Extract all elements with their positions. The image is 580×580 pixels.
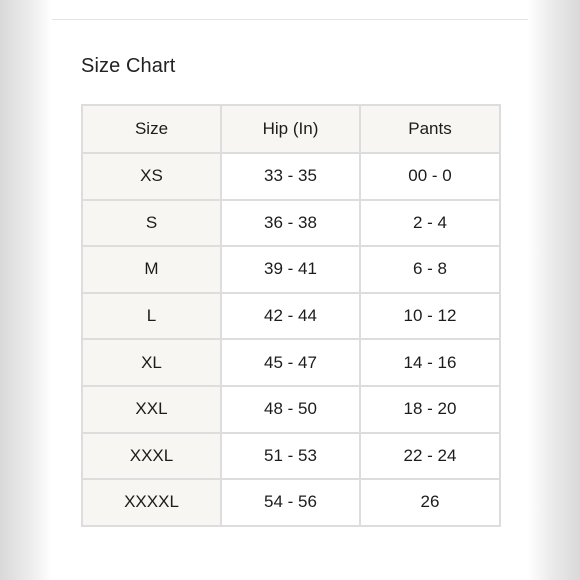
table-row	[82, 246, 500, 293]
column-header-size: Size	[82, 105, 221, 153]
size-cell: S	[82, 200, 221, 247]
pants-cell: 10 - 12	[360, 293, 500, 340]
size-cell: XL	[82, 339, 221, 386]
table-row	[82, 293, 500, 340]
page-title: Size Chart	[81, 55, 176, 77]
table-row	[82, 433, 500, 480]
size-cell: XXXXL	[82, 479, 221, 526]
table-row	[82, 386, 500, 433]
column-header-hip: Hip (In)	[221, 105, 360, 153]
hip-cell: 36 - 38	[221, 200, 360, 247]
size-cell: L	[82, 293, 221, 340]
pants-cell: 6 - 8	[360, 246, 500, 293]
size-cell: XXXL	[82, 433, 221, 480]
hip-cell: 48 - 50	[221, 386, 360, 433]
size-chart-table	[81, 104, 501, 527]
size-cell: XXL	[82, 386, 221, 433]
table-row	[82, 200, 500, 247]
table-row	[82, 153, 500, 200]
hip-cell: 39 - 41	[221, 246, 360, 293]
column-header-pants: Pants	[360, 105, 500, 153]
hip-cell: 51 - 53	[221, 433, 360, 480]
table-row	[82, 479, 500, 526]
pants-cell: 22 - 24	[360, 433, 500, 480]
table-row	[82, 339, 500, 386]
pants-cell: 2 - 4	[360, 200, 500, 247]
table-header-row	[82, 105, 500, 153]
pants-cell: 00 - 0	[360, 153, 500, 200]
pants-cell: 26	[360, 479, 500, 526]
pants-cell: 18 - 20	[360, 386, 500, 433]
pants-cell: 14 - 16	[360, 339, 500, 386]
hip-cell: 33 - 35	[221, 153, 360, 200]
size-chart-panel	[52, 0, 528, 580]
size-cell: M	[82, 246, 221, 293]
hip-cell: 45 - 47	[221, 339, 360, 386]
hip-cell: 54 - 56	[221, 479, 360, 526]
top-divider	[52, 19, 528, 20]
size-cell: XS	[82, 153, 221, 200]
hip-cell: 42 - 44	[221, 293, 360, 340]
